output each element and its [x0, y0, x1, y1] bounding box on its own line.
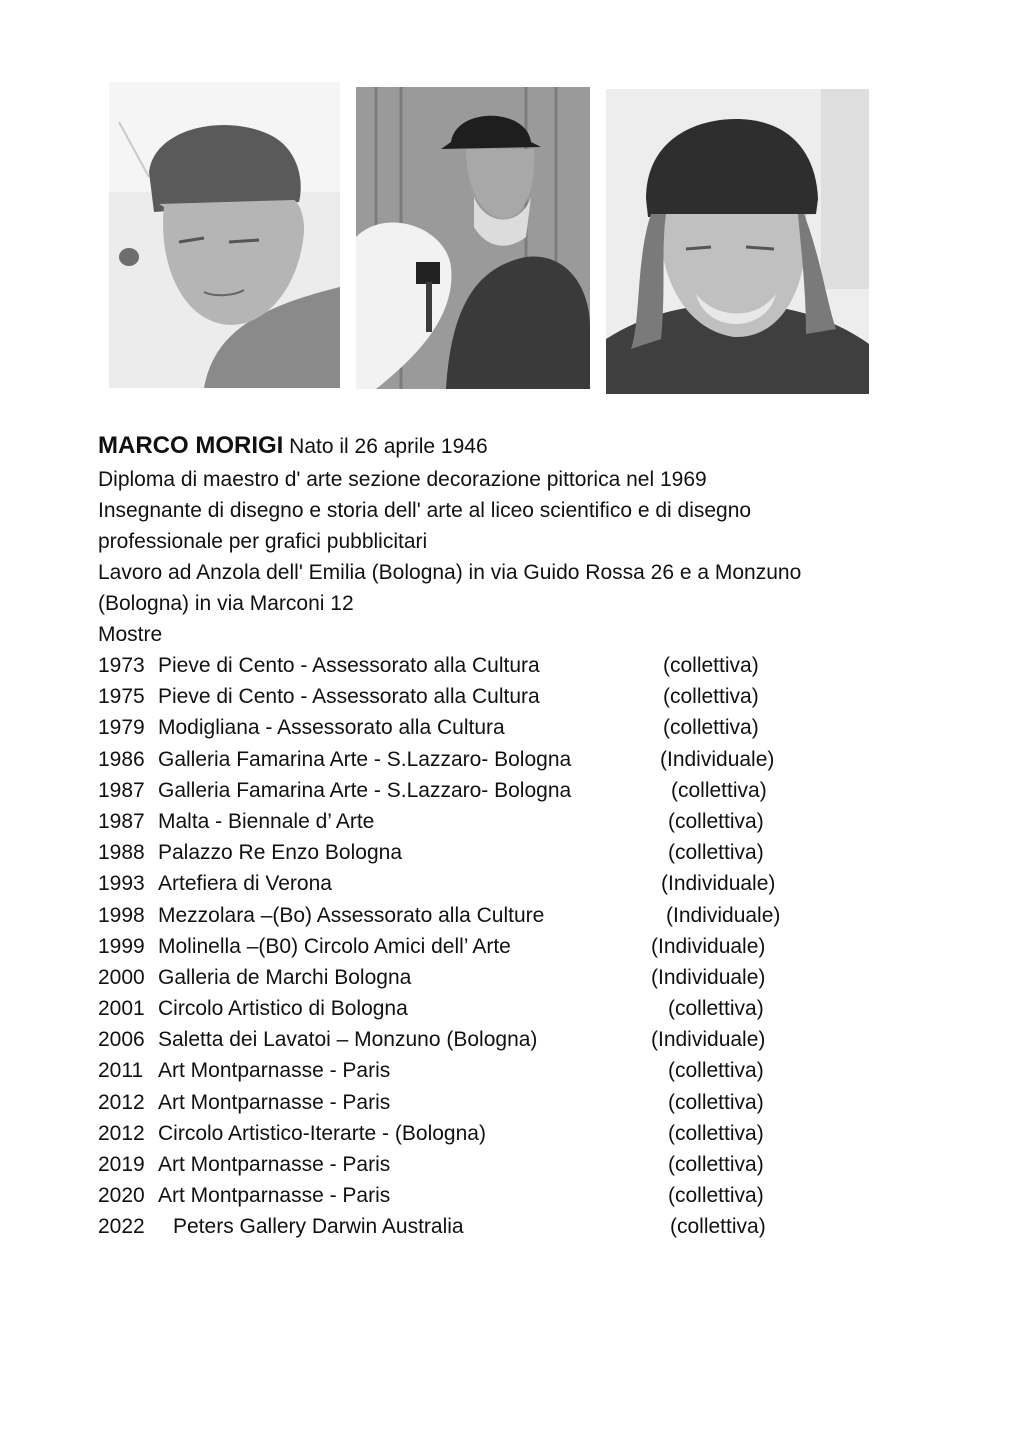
exhibition-row	[98, 993, 958, 1024]
exhibition-type: (collettiva)	[663, 654, 759, 677]
exhibition-year: 2020	[98, 1184, 145, 1208]
exhibition-type: (collettiva)	[670, 1215, 766, 1239]
exhibition-row	[98, 1024, 958, 1055]
exhibition-type: (collettiva)	[663, 716, 759, 740]
work-line-2: (Bologna) in via Marconi 12	[98, 592, 354, 615]
exhibition-venue: Pieve di Cento - Assessorato alla Cultura	[158, 685, 540, 709]
portrait-photo-left	[109, 82, 340, 388]
exhibition-year: 1998	[98, 903, 145, 927]
exhibition-venue: Saletta dei Lavatoi – Monzuno (Bologna)	[158, 1028, 538, 1052]
exhibition-year: 1987	[98, 809, 145, 833]
exhibition-year: 2019	[98, 1153, 145, 1176]
portrait-photo-center	[356, 87, 590, 389]
exhibition-venue: Peters Gallery Darwin Australia	[173, 1215, 464, 1239]
exhibition-type: (Individuale)	[651, 934, 766, 958]
exhibition-year: 1999	[98, 934, 145, 958]
exhibition-year: 1993	[98, 872, 145, 896]
exhibition-type: (collettiva)	[668, 1184, 764, 1208]
exhibition-row	[98, 681, 958, 712]
exhibition-venue: Circolo Artistico-Iterarte - (Bologna)	[158, 1121, 486, 1145]
exhibition-venue: Art Montparnasse - Paris	[158, 1153, 391, 1176]
exhibition-row	[98, 650, 958, 681]
exhibition-year: 2022	[98, 1215, 145, 1239]
exhibition-venue: Mezzolara –(Bo) Assessorato alla Culture	[158, 903, 545, 927]
exhibition-venue: Modigliana - Assessorato alla Cultura	[158, 716, 505, 740]
exhibition-venue: Art Montparnasse - Paris	[158, 1059, 391, 1083]
exhibition-type: (collettiva)	[668, 1090, 764, 1114]
exhibition-venue: Palazzo Re Enzo Bologna	[158, 841, 402, 865]
exhibition-row	[98, 868, 958, 899]
exhibition-venue: Malta - Biennale d’ Arte	[158, 809, 375, 833]
artist-name: MARCO MORIGI	[98, 432, 284, 459]
exhibition-year: 2000	[98, 965, 145, 989]
exhibition-year: 1975	[98, 685, 145, 709]
exhibition-venue: Circolo Artistico di Bologna	[158, 997, 408, 1021]
exhibition-venue: Artefiera di Verona	[158, 872, 332, 896]
exhibition-type: (Individuale)	[661, 872, 776, 896]
exhibition-type: (collettiva)	[668, 1153, 764, 1176]
exhibition-venue: Galleria Famarina Arte - S.Lazzaro- Bologna	[158, 778, 572, 802]
exhibition-type: (collettiva)	[663, 685, 759, 709]
exhibition-type: (Individuale)	[651, 965, 766, 989]
exhibition-year: 1988	[98, 841, 145, 865]
exhibition-type: (collettiva)	[668, 997, 764, 1021]
exhibition-venue: Galleria de Marchi Bologna	[158, 965, 412, 989]
exhibition-year: 2011	[98, 1059, 144, 1083]
exhibition-row	[98, 1149, 958, 1180]
exhibition-row	[98, 744, 958, 775]
exhibition-type: (Individuale)	[666, 903, 781, 927]
exhibition-type: (Individuale)	[660, 747, 775, 771]
teaching-line-1: Insegnante di disegno e storia dell' arte al liceo scientifico e di disegno	[98, 499, 752, 522]
exhibition-year: 2006	[98, 1028, 145, 1052]
exhibition-row	[98, 1180, 958, 1211]
exhibition-row	[98, 775, 958, 806]
diploma-line: Diploma di maestro d' arte sezione decorazione pittorica nel 1969	[98, 468, 707, 491]
exhibition-venue: Molinella –(B0) Circolo Amici dell’ Arte	[158, 934, 511, 958]
exhibition-venue: Pieve di Cento - Assessorato alla Cultura	[158, 654, 540, 677]
exhibitions-heading: Mostre	[98, 623, 163, 646]
exhibition-row	[98, 1118, 958, 1149]
exhibition-venue: Galleria Famarina Arte - S.Lazzaro- Bologna	[158, 747, 572, 771]
exhibition-type: (collettiva)	[668, 1121, 764, 1145]
exhibition-year: 1987	[98, 778, 145, 802]
exhibition-row	[98, 1087, 958, 1118]
exhibition-row	[98, 837, 958, 868]
exhibition-type: (collettiva)	[671, 778, 767, 802]
exhibition-type: (collettiva)	[668, 1059, 764, 1083]
exhibition-type: (collettiva)	[668, 841, 764, 865]
exhibition-row	[98, 806, 958, 837]
teaching-line-2: professionale per grafici pubblicitari	[98, 530, 428, 553]
birth-date: Nato il 26 aprile 1946	[289, 435, 488, 458]
exhibition-year: 1979	[98, 716, 145, 740]
exhibition-row	[98, 1211, 958, 1242]
exhibition-year: 2012	[98, 1090, 145, 1114]
exhibition-year: 1973	[98, 654, 145, 677]
exhibition-row	[98, 962, 958, 993]
exhibition-type: (Individuale)	[651, 1028, 766, 1052]
portrait-photo-right	[606, 89, 869, 394]
exhibition-year: 2012	[98, 1121, 145, 1145]
exhibition-list	[98, 650, 958, 1243]
exhibition-row	[98, 931, 958, 962]
exhibition-year: 1986	[98, 747, 145, 771]
exhibition-venue: Art Montparnasse - Paris	[158, 1184, 391, 1208]
exhibition-venue: Art Montparnasse - Paris	[158, 1090, 391, 1114]
exhibition-year: 2001	[98, 997, 145, 1021]
exhibition-row	[98, 900, 958, 931]
title-line	[98, 430, 958, 464]
exhibition-row	[98, 712, 958, 743]
work-line-1: Lavoro ad Anzola dell' Emilia (Bologna) in via Guido Rossa 26 e a Monzuno	[98, 561, 802, 584]
exhibition-type: (collettiva)	[668, 809, 764, 833]
exhibition-row	[98, 1055, 958, 1086]
biography-text	[98, 430, 958, 1243]
